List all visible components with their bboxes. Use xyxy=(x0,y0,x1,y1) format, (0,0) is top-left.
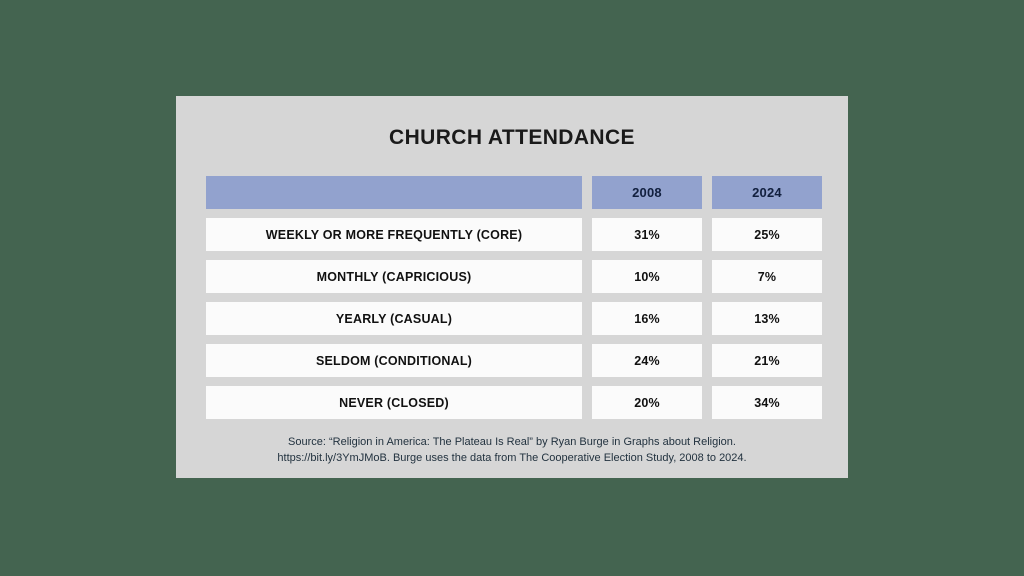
table-card xyxy=(176,96,848,478)
row-label: NEVER (CLOSED) xyxy=(206,386,582,419)
table-row xyxy=(206,260,818,293)
row-value-2008: 24% xyxy=(592,344,702,377)
attendance-table xyxy=(176,176,848,419)
row-label: SELDOM (CONDITIONAL) xyxy=(206,344,582,377)
row-value-2008: 10% xyxy=(592,260,702,293)
row-label: YEARLY (CASUAL) xyxy=(206,302,582,335)
table-row xyxy=(206,218,818,251)
row-value-2024: 34% xyxy=(712,386,822,419)
table-row xyxy=(206,386,818,419)
row-value-2008: 31% xyxy=(592,218,702,251)
row-value-2024: 21% xyxy=(712,344,822,377)
row-value-2008: 20% xyxy=(592,386,702,419)
table-row xyxy=(206,302,818,335)
table-row xyxy=(206,344,818,377)
row-value-2008: 16% xyxy=(592,302,702,335)
table-header-2024: 2024 xyxy=(712,176,822,209)
table-header-category xyxy=(206,176,582,209)
row-value-2024: 13% xyxy=(712,302,822,335)
row-label: MONTHLY (CAPRICIOUS) xyxy=(206,260,582,293)
page-title: CHURCH ATTENDANCE xyxy=(389,126,635,149)
row-value-2024: 7% xyxy=(712,260,822,293)
row-value-2024: 25% xyxy=(712,218,822,251)
source-line-1: Source: “Religion in America: The Plateau Is Real” by Ryan Burge in Graphs about Religion. xyxy=(288,436,736,448)
source-note xyxy=(176,435,848,467)
table-header-row xyxy=(206,176,818,209)
row-label: WEEKLY OR MORE FREQUENTLY (CORE) xyxy=(206,218,582,251)
source-line-2: https://bit.ly/3YmJMoB. Burge uses the data from The Cooperative Election Study, 2008 to 2024. xyxy=(277,451,747,464)
table-header-2008: 2008 xyxy=(592,176,702,209)
